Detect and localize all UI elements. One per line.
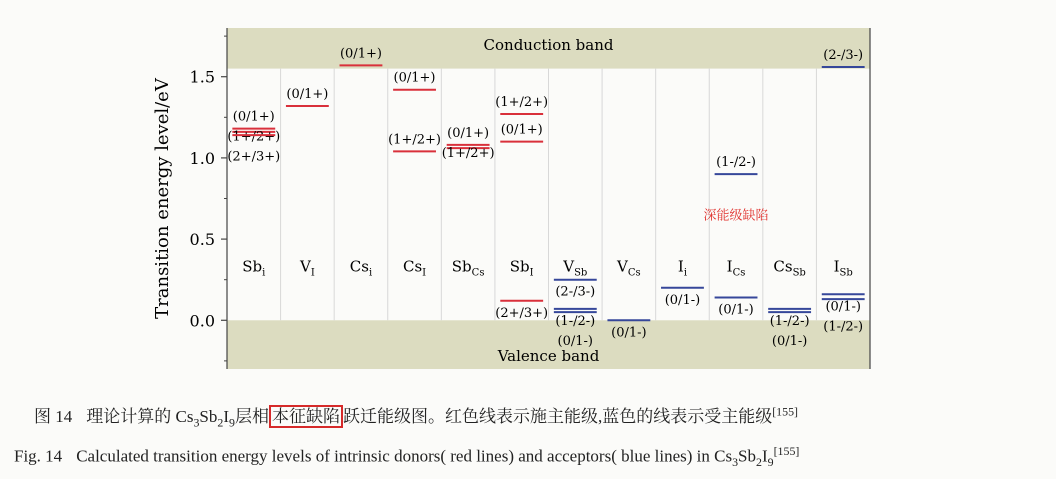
defect-subscript: I: [529, 267, 534, 279]
caption-cn-pre: 理论计算的 Cs: [86, 407, 194, 426]
level-label: (0/1+): [500, 122, 543, 138]
caption-cn-post: 跃迁能级图。红色线表示施主能级,蓝色的线表示受主能级: [342, 407, 773, 426]
level-label: (0/1+): [447, 125, 490, 141]
defect-subscript: Cs: [732, 267, 746, 279]
level-label: (1+/2+): [495, 95, 549, 111]
defect-name: $Cs_i$: [349, 257, 373, 279]
level-label: (1+/2+): [227, 129, 281, 145]
defect-name: $I_{Sb}$: [833, 257, 853, 279]
highlight-intrinsic-defect: 本征缺陷: [269, 405, 343, 428]
level-label: (1-/2-): [555, 313, 596, 329]
y-tick-label: 0.5: [189, 230, 215, 250]
caption-chinese: [34, 402, 798, 430]
defect-name: $Cs_I$: [402, 257, 427, 279]
level-label: (1+/2+): [441, 145, 495, 161]
defect-name: $Cs_{Sb}$: [773, 257, 806, 279]
figure-number-cn: 图 14: [34, 407, 73, 426]
level-label: (0/1-): [664, 292, 701, 308]
caption-en-text: Calculated transition energy levels of intrinsic donors( red lines) and acceptors( blue lines) in Cs: [76, 446, 733, 466]
y-axis-title: Transition energy level/eV: [152, 78, 173, 319]
defect-subscript: i: [368, 267, 373, 279]
level-label: (2+/3+): [495, 305, 549, 321]
caption-en-formula: Sb: [738, 446, 757, 466]
defect-name: $I_i$: [677, 257, 688, 279]
defect-subscript: Sb: [839, 267, 853, 279]
level-label: (0/1-): [611, 325, 647, 341]
defect-name: $V_{Sb}$: [563, 257, 588, 279]
figure-number-en: Fig. 14: [14, 446, 63, 466]
sub: 9: [229, 415, 235, 430]
defect-subscript: Sb: [574, 267, 588, 279]
level-label: (2+/3+): [227, 149, 281, 165]
reference: [155]: [772, 404, 798, 419]
level-label: (0/1-): [557, 333, 594, 349]
sub: 3: [193, 415, 200, 430]
caption-english: [14, 444, 799, 470]
level-label: (0/1+): [393, 70, 436, 86]
level-label: (1-/2-): [769, 313, 810, 329]
reference: [155]: [773, 444, 800, 458]
level-label: (0/1+): [286, 86, 329, 102]
caption-cn-formula: I: [223, 407, 230, 426]
caption-cn-text: 层相: [234, 407, 269, 426]
defect-name: $Sb_{Cs}$: [451, 257, 485, 279]
defect-subscript: I: [422, 267, 427, 279]
sub: 3: [732, 455, 739, 470]
level-label: (2-/3-): [823, 47, 864, 63]
level-label: (0/1-): [771, 333, 808, 349]
caption-en-formula: I: [761, 446, 768, 466]
defect-subscript: Cs: [627, 267, 641, 279]
level-label: (0/1+): [339, 46, 382, 62]
caption-cn-formula: Sb: [199, 407, 218, 426]
level-label: (0/1-): [718, 302, 754, 318]
defect-name: $V_{Cs}$: [617, 257, 641, 279]
level-label: (1-/2-): [823, 319, 864, 335]
deep-level-annotation: 深能级缺陷: [703, 208, 769, 224]
sub: 2: [756, 455, 762, 470]
y-tick-label: 0.0: [189, 311, 215, 331]
sub: 2: [217, 415, 224, 430]
defect-name: $I_{Cs}$: [726, 257, 746, 279]
y-tick-label: 1.5: [189, 67, 215, 87]
defect-name: $Sb_I$: [509, 257, 534, 279]
y-tick-label: 1.0: [189, 148, 215, 168]
column-dividers: [281, 69, 817, 321]
level-label: (1+/2+): [388, 132, 441, 148]
y-axis-ticks: [190, 36, 227, 361]
transition-levels: [227, 46, 864, 349]
sub: 9: [767, 455, 774, 470]
defect-name: $Sb_i$: [242, 257, 266, 279]
level-label: (0/1-): [825, 299, 861, 315]
defect-subscript: I: [310, 267, 315, 279]
defect-name: $V_I$: [299, 257, 315, 279]
valence-band-label: Valence band: [497, 347, 600, 365]
level-label: (1-/2-): [716, 155, 756, 171]
defect-subscript: i: [683, 267, 688, 279]
level-label: (0/1+): [232, 109, 275, 125]
conduction-band-label: Conduction band: [483, 36, 614, 54]
defect-subscript: i: [262, 267, 266, 279]
defect-subscript: Cs: [471, 267, 485, 279]
defect-subscript: Sb: [792, 267, 806, 279]
level-label: (2-/3-): [555, 284, 596, 300]
